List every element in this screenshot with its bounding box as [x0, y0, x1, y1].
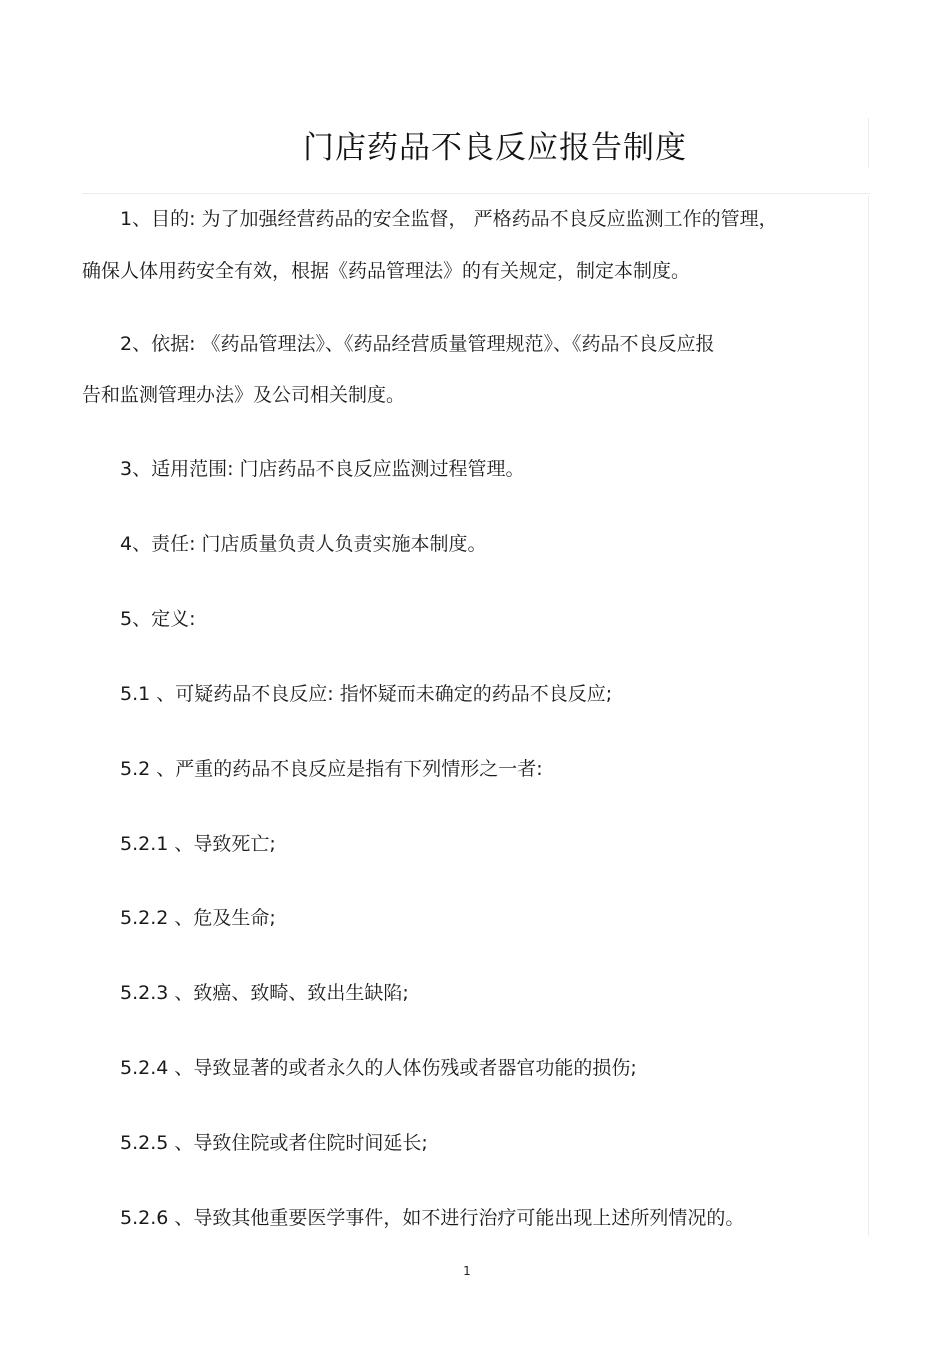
section-2-line-2: 告和监测管理办法》及公司相关制度。 — [82, 384, 406, 406]
section-5-2-1: 5.2.1 、导致死亡; — [120, 833, 276, 855]
section-2-line-1: 2、依据: 《药品管理法》、《药品经营质量管理规范》、《药品不良反应报 — [120, 333, 715, 355]
page-number: 1 — [463, 1264, 471, 1278]
section-5-2-4: 5.2.4 、导致显著的或者永久的人体伤残或者器官功能的损伤; — [120, 1057, 637, 1079]
section-5-2-5: 5.2.5 、导致住院或者住院时间延长; — [120, 1132, 428, 1154]
section-5-2-6: 5.2.6 、导致其他重要医学事件，如不进行治疗可能出现上述所列情况的。 — [120, 1207, 745, 1229]
section-5-2: 5.2 、严重的药品不良反应是指有下列情形之一者: — [120, 758, 543, 780]
section-1-line-1: 1、目的: 为了加强经营药品的安全监督， 严格药品不良反应监测工作的管理， — [120, 208, 778, 230]
section-5-1: 5.1 、可疑药品不良反应: 指怀疑而未确定的药品不良反应; — [120, 683, 613, 705]
document-title: 门店药品不良反应报告制度 — [303, 130, 687, 166]
header-divider — [82, 193, 870, 194]
section-3: 3、适用范围: 门店药品不良反应监测过程管理。 — [120, 458, 525, 480]
section-5: 5、定义: — [120, 608, 196, 630]
section-1-line-2: 确保人体用药安全有效，根据《药品管理法》的有关规定，制定本制度。 — [82, 260, 691, 282]
section-5-2-3: 5.2.3 、致癌、致畸、致出生缺陷; — [120, 982, 409, 1004]
section-4: 4、责任: 门店质量负责人负责实施本制度。 — [120, 533, 487, 555]
title-side-rule — [868, 118, 869, 168]
section-5-2-2: 5.2.2 、危及生命; — [120, 907, 276, 929]
body-side-rule — [868, 196, 869, 1236]
title-area — [0, 0, 950, 200]
